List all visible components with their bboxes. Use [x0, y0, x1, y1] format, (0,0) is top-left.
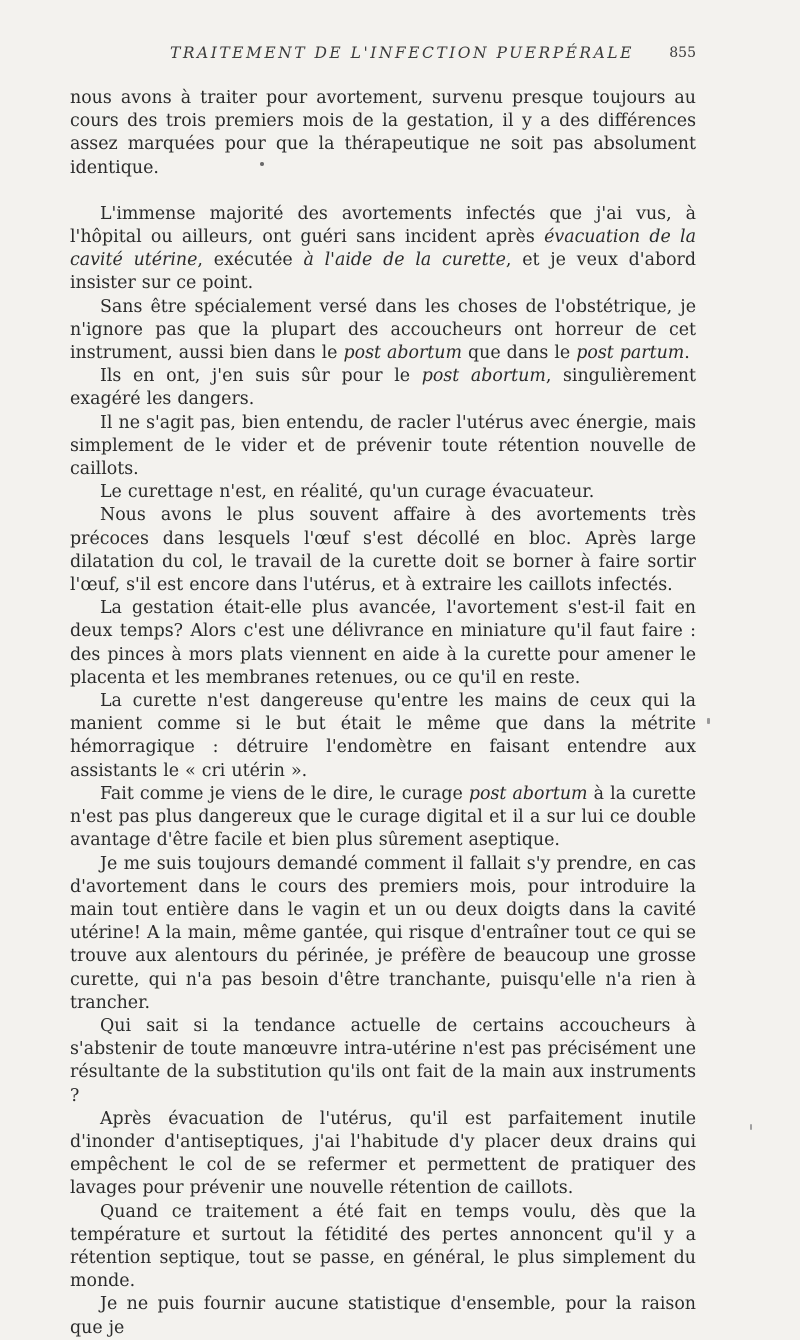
- print-speck: [260, 162, 264, 166]
- paragraph-tendance: Qui sait si la tendance actuelle de certains accoucheurs à s'abstenir de toute manœuvre intra-utérine n'est pas précisément une résultante de la substitution qu'ils ont fait de la main aux instruments ?: [70, 1015, 696, 1106]
- italic-phrase: post abortum: [421, 366, 546, 387]
- italic-phrase: à l'aide de la curette: [303, 250, 506, 271]
- italic-phrase: post partum: [576, 343, 685, 364]
- italic-phrase: évacuation de la cavité utérine: [70, 227, 696, 271]
- page-number: 855: [669, 45, 696, 61]
- italic-phrase: post abortum: [343, 343, 462, 364]
- paragraph-curettage: Le curettage n'est, en réalité, qu'un curage évacuateur.: [100, 482, 595, 503]
- paragraph-main-gantee: Je me suis toujours demandé comment il fallait s'y prendre, en cas d'avortement dans le cours des premiers mois, pour introduire la main tout entière dans le vagin et un ou deux doigts dans la cavité utérine! A la main, même gantée, qui risque d'entraîner tout ce qui se trouve aux alentours du périnée, je préfère de beaucoup une grosse curette, qui n'a pas besoin d'être tranchante, puisqu'elle n'a rien à trancher.: [70, 853, 696, 1013]
- running-header: [70, 44, 696, 70]
- paragraph-curette-dangereuse: La curette n'est dangereuse qu'entre les mains de ceux qui la manient comme si le but était le même que dans la métrite hémorragique : détruire l'endomètre en faisant entendre aux assistants le « cri utérin ».: [70, 691, 696, 781]
- running-title: TRAITEMENT DE L'INFECTION PUERPÉRALE: [170, 44, 634, 62]
- paragraph-continuation: nous avons à traiter pour avortement, survenu presque toujours au cours des trois premiers mois de la gestation, il y a des différences assez marquées pour que la thérapeutique ne soit pas absolument identique.: [70, 88, 696, 178]
- paragraph-gestation-avancee: La gestation était-elle plus avancée, l'avortement s'est-il fait en deux temps? Alors c'est une délivrance en miniature qu'il faut faire : des pinces à mors plats viennent en aide à la curette pour amener le placenta et les membranes retenues, ou ce qu'il en reste.: [70, 598, 696, 688]
- paragraph-evacuation: L'immense majorité des avortements infectés que j'ai vus, à l'hôpital ou ailleurs, ont guéri sans incident après évacuation de la cavité utérine, exécutée à l'aide de la curette, et je veux d'abord insister sur ce point.: [70, 203, 696, 294]
- paragraph-avortements-precoces: Nous avons le plus souvent affaire à des avortements très précoces dans lesquels l'œuf s'est décollé en bloc. Après large dilatation du col, le travail de la curette doit se borner à faire sortir l'œuf, s'il est encore dans l'utérus, et à extraire les caillots infectés.: [70, 505, 696, 596]
- paragraph-traitement: Quand ce traitement a été fait en temps voulu, dès que la température et surtout la fétidité des pertes annoncent qu'il y a rétention septique, tout se passe, en général, le plus simplement du monde.: [70, 1201, 696, 1292]
- print-speck: [750, 1124, 752, 1130]
- paragraph-statistique: Je ne puis fournir aucune statistique d'ensemble, pour la raison que je: [70, 1294, 696, 1338]
- print-speck: [707, 718, 710, 724]
- paragraph-curage: Fait comme je viens de le dire, le curage post abortum à la curette n'est pas plus dangereux que le curage digital et il a sur lui ce double avantage d'être facile et bien plus sûrement aseptique.: [70, 783, 697, 851]
- paragraph-obstetrics: Sans être spécialement versé dans les choses de l'obstétrique, je n'ignore pas que la plupart des accoucheurs ont horreur de cet instrument, aussi bien dans le post abortum que dans le post partum.: [70, 296, 696, 364]
- paragraph-racler: Il ne s'agit pas, bien entendu, de racler l'utérus avec énergie, mais simplement de le vider et de prévenir toute rétention nouvelle de caillots.: [70, 412, 696, 480]
- paragraph-dangers: Ils en ont, j'en suis sûr pour le post abortum, singulièrement exagéré les dangers.: [70, 366, 696, 410]
- italic-phrase: post abortum: [468, 783, 588, 804]
- body-text: [70, 87, 696, 1340]
- paragraph-drains: Après évacuation de l'utérus, qu'il est parfaitement inutile d'inonder d'antiseptiques, j'ai l'habitude d'y placer deux drains qui empêchent le col de se refermer et permettent de pratiquer des lavages pour prévenir une nouvelle rétention de caillots.: [70, 1108, 696, 1199]
